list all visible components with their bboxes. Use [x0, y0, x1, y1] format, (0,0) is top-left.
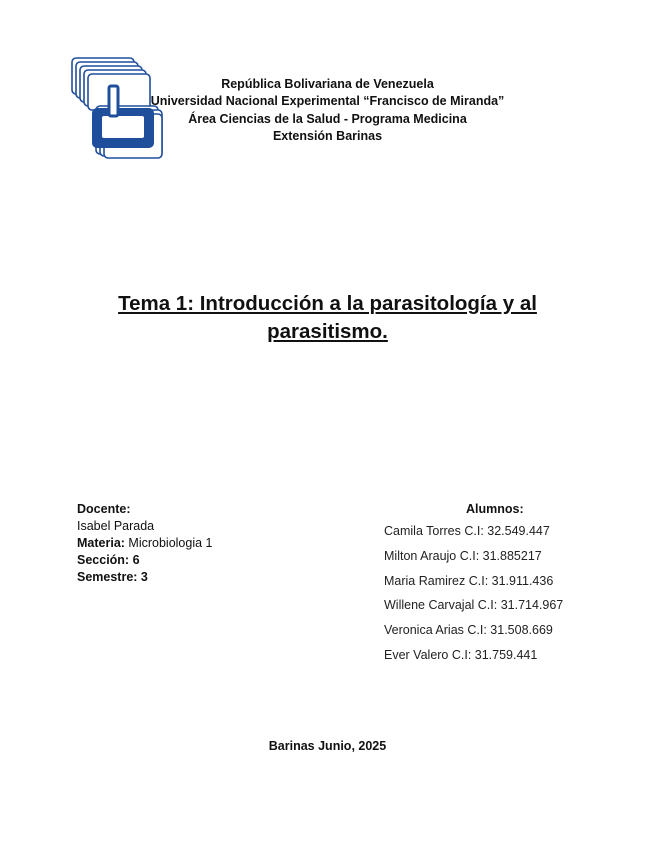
semestre-line: Semestre: 3 [77, 570, 148, 584]
header-area: Área Ciencias de la Salud - Programa Medicina [188, 111, 467, 126]
document-title [80, 290, 575, 346]
seccion-line: Sección: 6 [77, 553, 140, 567]
student-item: Maria Ramirez C.I: 31.911.436 [384, 573, 554, 588]
student-item: Ever Valero C.I: 31.759.441 [384, 647, 538, 662]
header-extension: Extensión Barinas [272, 128, 383, 143]
students-heading: Alumnos: [466, 502, 524, 516]
docente-name: Isabel Parada [77, 519, 155, 533]
place-date: Barinas Junio, 2025 [268, 739, 387, 753]
student-item: Willene Carvajal C.I: 31.714.967 [384, 598, 564, 613]
materia-value: Microbiologia 1 [128, 536, 213, 550]
materia-line [77, 535, 213, 552]
header-country: República Bolivariana de Venezuela [221, 77, 434, 91]
student-item: Milton Araujo C.I: 31.885217 [384, 548, 542, 563]
students-list [384, 519, 563, 668]
student-item: Veronica Arias C.I: 31.508.669 [384, 623, 553, 638]
institution-header [120, 76, 535, 145]
student-item: Camila Torres C.I: 32.549.447 [384, 524, 550, 538]
materia-label: Materia: [77, 536, 125, 550]
title-line-2: parasitismo. [267, 320, 388, 343]
title-line-1: Tema 1: Introducción a la parasitología y al [118, 292, 537, 315]
header-university: Universidad Nacional Experimental “Francisco de Miranda” [150, 94, 505, 109]
docente-label: Docente: [77, 502, 131, 516]
teacher-info [77, 501, 213, 586]
